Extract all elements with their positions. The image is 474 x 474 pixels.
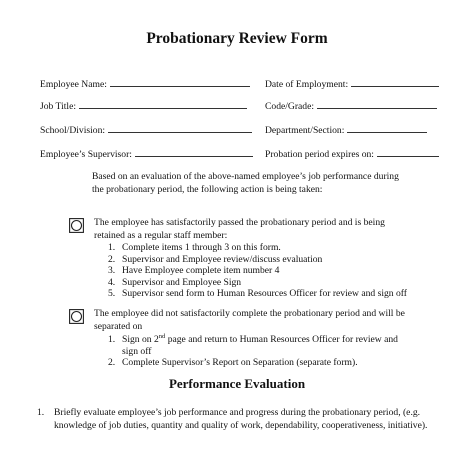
employee-name-line[interactable] <box>110 78 250 87</box>
list-item: 2. Complete Supervisor’s Report on Separation (separate form). <box>108 357 358 369</box>
intro-line-2: the probationary period, the following action is being taken: <box>92 183 323 195</box>
school-division-line[interactable] <box>108 124 252 133</box>
code-grade-field[interactable] <box>265 100 437 112</box>
employee-supervisor-line[interactable] <box>135 148 253 157</box>
checkbox-circle-icon <box>69 309 84 324</box>
employee-name-label: Employee Name: <box>40 79 107 90</box>
option-retained-checkbox[interactable] <box>69 218 84 233</box>
option-separated-line-1: The employee did not satisfactorily complete the probationary period and will be <box>94 308 405 319</box>
list-item: 1. Sign on 2nd page and return to Human Resources Officer for review and <box>108 332 398 345</box>
job-title-line[interactable] <box>79 100 247 109</box>
intro-text <box>92 171 399 196</box>
probation-expires-line[interactable] <box>377 148 439 157</box>
date-of-employment-field[interactable] <box>265 78 439 90</box>
intro-line-1: Based on an evaluation of the above-named employee’s job performance during <box>92 171 399 182</box>
list-item: 3. Have Employee complete item number 4 <box>108 265 280 277</box>
separated-steps-list <box>108 334 398 369</box>
department-section-label: Department/Section: <box>265 125 345 136</box>
form-title: Probationary Review Form <box>146 30 328 47</box>
job-title-label: Job Title: <box>40 101 76 112</box>
department-section-line[interactable] <box>347 124 427 133</box>
list-item: 1. Complete items 1 through 3 on this form. <box>108 242 281 253</box>
job-title-field[interactable] <box>40 100 247 112</box>
option-separated-line-2: separated on <box>94 320 143 332</box>
option-separated-text <box>94 308 405 333</box>
school-division-label: School/Division: <box>40 125 106 136</box>
employee-name-field[interactable] <box>40 78 250 90</box>
section-title: Performance Evaluation <box>168 376 306 391</box>
department-section-field[interactable] <box>265 124 427 136</box>
employee-supervisor-label: Employee’s Supervisor: <box>40 149 132 160</box>
list-item: 4. Supervisor and Employee Sign <box>108 276 242 288</box>
option-retained-text <box>94 217 385 242</box>
list-item: sign off <box>122 345 152 357</box>
date-of-employment-line[interactable] <box>351 78 439 87</box>
evaluation-item-number: 1. <box>37 407 45 418</box>
option-separated-checkbox[interactable] <box>69 309 84 324</box>
employee-supervisor-field[interactable] <box>40 148 253 160</box>
list-item: 2. Supervisor and Employee review/discuss evaluation <box>108 253 323 265</box>
school-division-field[interactable] <box>40 124 252 136</box>
retained-steps-list <box>108 242 407 300</box>
checkbox-circle-icon <box>69 218 84 233</box>
evaluation-line-2: knowledge of job duties, quantity and quality of work, dependability, cooperativeness, initiative). <box>54 419 428 431</box>
date-of-employment-label: Date of Employment: <box>265 79 349 90</box>
code-grade-line[interactable] <box>317 100 437 109</box>
probation-expires-field[interactable] <box>265 148 439 160</box>
option-retained-line-2: retained as a regular staff member: <box>94 229 228 241</box>
code-grade-label: Code/Grade: <box>265 101 315 112</box>
list-item: 5. Supervisor send form to Human Resources Officer for review and sign off <box>108 288 407 300</box>
evaluation-line-1: Briefly evaluate employee’s job performance and progress during the probationary period, (e.g. <box>54 407 421 418</box>
evaluation-item-text <box>54 407 427 432</box>
option-retained-line-1: The employee has satisfactorily passed the probationary period and is being <box>94 217 385 228</box>
probation-expires-label: Probation period expires on: <box>265 149 374 160</box>
